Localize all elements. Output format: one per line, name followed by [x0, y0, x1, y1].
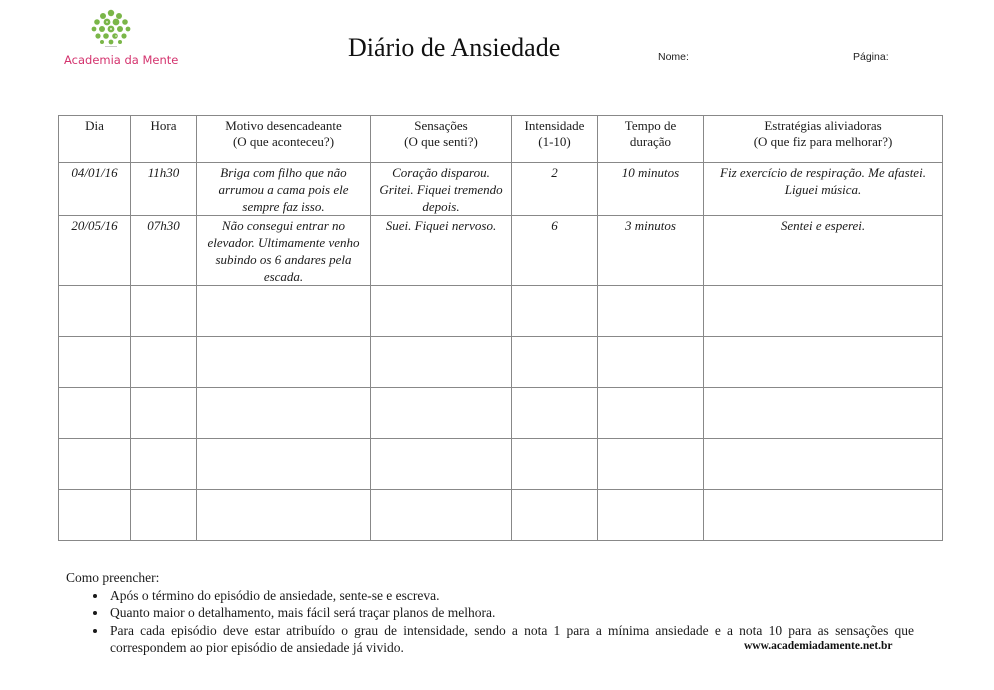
empty-cell[interactable]: [131, 286, 197, 337]
empty-cell[interactable]: [197, 388, 371, 439]
instructions-heading: Como preencher:: [66, 570, 160, 585]
cell-tempo[interactable]: 3 minutos: [598, 216, 704, 286]
header-hora: Hora: [131, 116, 197, 163]
empty-cell[interactable]: [59, 388, 131, 439]
cell-dia[interactable]: 20/05/16: [59, 216, 131, 286]
empty-cell[interactable]: [512, 490, 598, 541]
table-row-empty: [59, 337, 943, 388]
empty-cell[interactable]: [197, 337, 371, 388]
empty-cell[interactable]: [59, 490, 131, 541]
instruction-item: • Quanto maior o detalhamento, mais fácil será traçar planos de melhora.: [108, 604, 914, 622]
empty-cell[interactable]: [598, 439, 704, 490]
table-row: [59, 163, 943, 216]
empty-cell[interactable]: [704, 439, 943, 490]
anxiety-diary-table: [58, 115, 943, 541]
empty-cell[interactable]: [197, 439, 371, 490]
cell-tempo[interactable]: 10 minutos: [598, 163, 704, 216]
academia-da-mente-logo: [62, 8, 179, 70]
empty-cell[interactable]: [512, 439, 598, 490]
empty-cell[interactable]: [371, 337, 512, 388]
empty-cell[interactable]: [131, 388, 197, 439]
empty-cell[interactable]: [704, 388, 943, 439]
empty-cell[interactable]: [131, 439, 197, 490]
empty-cell[interactable]: [59, 337, 131, 388]
empty-cell[interactable]: [598, 286, 704, 337]
cell-motivo[interactable]: Briga com filho que não arrumou a cama pois ele sempre faz isso.: [197, 163, 371, 216]
cell-estrategias[interactable]: Fiz exercício de respiração. Me afastei. Liguei música.: [704, 163, 943, 216]
instruction-item: • Após o término do episódio de ansiedade, sente-se e escreva.: [108, 587, 914, 605]
instruction-item: • Para cada episódio deve estar atribuído o grau de intensidade, sendo a nota 1 para a mínima ansiedade e a nota 10 para as sensações que correspondem ao pior episódio de ansiedade já vivido.: [108, 622, 914, 657]
empty-cell[interactable]: [704, 337, 943, 388]
table-row-empty: [59, 286, 943, 337]
empty-cell[interactable]: [197, 490, 371, 541]
empty-cell[interactable]: [598, 337, 704, 388]
empty-cell[interactable]: [131, 337, 197, 388]
empty-cell[interactable]: [598, 388, 704, 439]
cell-intensidade[interactable]: 2: [512, 163, 598, 216]
cell-hora[interactable]: 07h30: [131, 216, 197, 286]
table-row-empty: [59, 490, 943, 541]
empty-cell[interactable]: [704, 490, 943, 541]
header-dia: Dia: [59, 116, 131, 163]
pagina-label: Página:: [853, 51, 889, 63]
nome-label: Nome:: [658, 51, 689, 63]
empty-cell[interactable]: [371, 490, 512, 541]
empty-cell[interactable]: [131, 490, 197, 541]
header-intensidade: Intensidade (1-10): [512, 116, 598, 163]
empty-cell[interactable]: [197, 286, 371, 337]
table-row-empty: [59, 388, 943, 439]
table-row: [59, 216, 943, 286]
empty-cell[interactable]: [512, 337, 598, 388]
logo-text: Academia da Mente: [64, 53, 179, 67]
cell-motivo[interactable]: Não consegui entrar no elevador. Ultimamente venho subindo os 6 andares pela escada.: [197, 216, 371, 286]
table-header-row: [59, 116, 943, 163]
empty-cell[interactable]: [59, 286, 131, 337]
header-estrategias: Estratégias aliviadoras (O que fiz para melhorar?): [704, 116, 943, 163]
header-tempo: Tempo de duração: [598, 116, 704, 163]
green-dots-tree-icon: [88, 8, 134, 52]
empty-cell[interactable]: [59, 439, 131, 490]
cell-estrategias[interactable]: Sentei e esperei.: [704, 216, 943, 286]
empty-cell[interactable]: [371, 388, 512, 439]
cell-intensidade[interactable]: 6: [512, 216, 598, 286]
empty-cell[interactable]: [371, 439, 512, 490]
empty-cell[interactable]: [512, 286, 598, 337]
website-link[interactable]: www.academiadamente.net.br: [744, 640, 893, 652]
empty-cell[interactable]: [371, 286, 512, 337]
cell-hora[interactable]: 11h30: [131, 163, 197, 216]
header-motivo: Motivo desencadeante (O que aconteceu?): [197, 116, 371, 163]
table-row-empty: [59, 439, 943, 490]
empty-cell[interactable]: [512, 388, 598, 439]
page-title: Diário de Ansiedade: [348, 33, 561, 62]
empty-cell[interactable]: [704, 286, 943, 337]
cell-dia[interactable]: 04/01/16: [59, 163, 131, 216]
cell-sensacoes[interactable]: Suei. Fiquei nervoso.: [371, 216, 512, 286]
header-sensacoes: Sensações (O que senti?): [371, 116, 512, 163]
cell-sensacoes[interactable]: Coração disparou. Gritei. Fiquei tremendo depois.: [371, 163, 512, 216]
empty-cell[interactable]: [598, 490, 704, 541]
